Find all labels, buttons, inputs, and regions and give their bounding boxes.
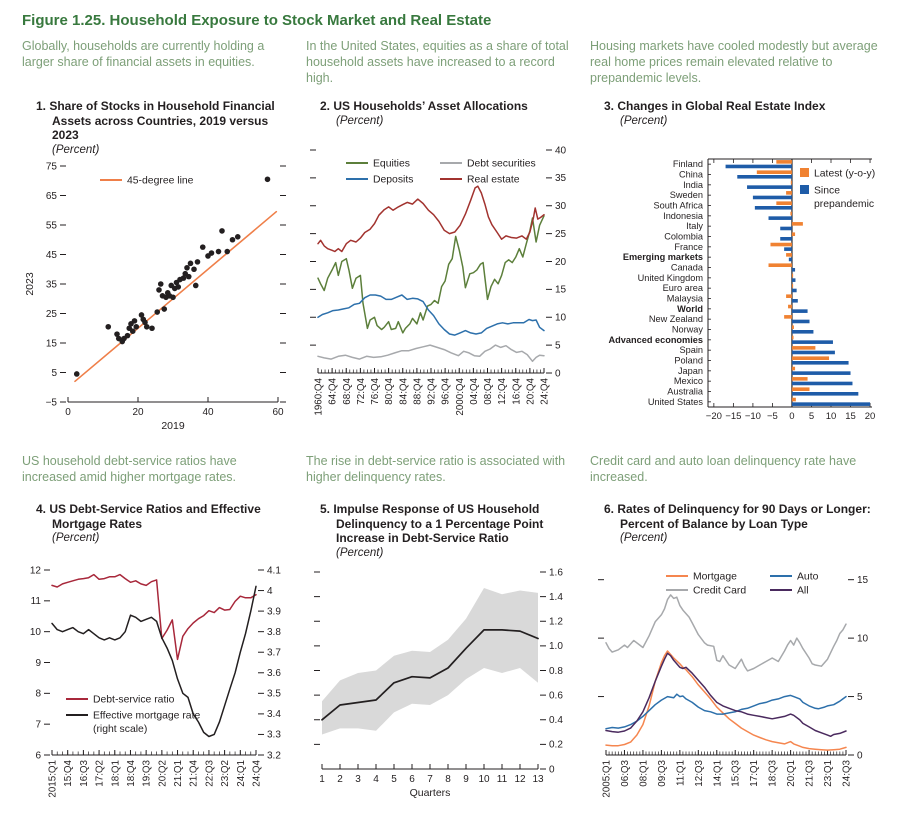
svg-text:08:Q1: 08:Q1 — [638, 759, 650, 787]
svg-text:3.6: 3.6 — [267, 667, 281, 679]
svg-text:15: 15 — [857, 574, 869, 586]
svg-text:7: 7 — [427, 773, 433, 785]
panel-2-heading — [306, 99, 578, 145]
panel-4-intro: US household debt-service ratios have increased amid higher mortgage rates. — [22, 453, 237, 484]
svg-text:22:Q3: 22:Q3 — [204, 759, 216, 787]
svg-text:20:Q4: 20:Q4 — [525, 378, 537, 405]
svg-text:24:Q1: 24:Q1 — [235, 759, 247, 787]
panel-1-section — [22, 39, 294, 446]
panel-3-subtitle: (Percent) — [620, 114, 668, 127]
svg-text:24:Q4: 24:Q4 — [251, 759, 263, 787]
svg-text:South Africa: South Africa — [653, 200, 703, 211]
panel-4-heading — [22, 502, 294, 562]
panel-3-intro: Housing markets have cooled modestly but average real home prices remain elevated relative to prepandemic levels. — [590, 39, 878, 85]
svg-text:21:Q1: 21:Q1 — [173, 759, 185, 787]
svg-text:35: 35 — [555, 173, 567, 185]
svg-text:16:Q3: 16:Q3 — [78, 759, 90, 787]
svg-text:0: 0 — [789, 411, 795, 422]
svg-text:New Zealand: New Zealand — [648, 314, 703, 325]
svg-text:11: 11 — [30, 596, 41, 608]
svg-text:45: 45 — [45, 249, 57, 261]
svg-text:5: 5 — [808, 411, 815, 422]
svg-text:09:Q3: 09:Q3 — [656, 759, 668, 787]
debt-service-chart-canvas — [22, 562, 294, 817]
svg-text:Australia: Australia — [667, 386, 703, 397]
svg-text:10: 10 — [555, 312, 567, 324]
svg-text:Italy: Italy — [686, 221, 703, 232]
svg-text:Real estate: Real estate — [467, 174, 520, 186]
svg-text:96:Q4: 96:Q4 — [440, 378, 452, 405]
svg-text:24:Q4: 24:Q4 — [539, 378, 551, 405]
svg-text:Auto: Auto — [797, 571, 819, 583]
svg-text:23:Q1: 23:Q1 — [823, 759, 835, 787]
svg-text:04:Q4: 04:Q4 — [468, 378, 480, 405]
panel-5-title: 5. Impulse Response of US Household Delinquency to a 1 Percentage Point Increase in Debt-Service Ratio — [320, 501, 544, 546]
svg-text:11: 11 — [496, 773, 508, 785]
panel-6-subtitle: (Percent) — [620, 532, 668, 545]
svg-text:Mexico: Mexico — [673, 376, 703, 387]
panel-5-subtitle: (Percent) — [336, 546, 384, 559]
panel-6-heading — [590, 502, 882, 562]
svg-text:72:Q4: 72:Q4 — [355, 378, 367, 405]
svg-text:0: 0 — [65, 406, 71, 418]
svg-text:prepandemic: prepandemic — [814, 199, 875, 210]
svg-text:0.6: 0.6 — [549, 690, 563, 702]
panel-3-title: 3. Changes in Global Real Estate Index — [604, 99, 826, 113]
svg-text:China: China — [678, 169, 703, 180]
panel-2-subtitle: (Percent) — [336, 114, 384, 127]
panel-grid — [22, 39, 882, 817]
svg-text:Quarters: Quarters — [409, 786, 451, 799]
svg-text:0.2: 0.2 — [549, 739, 563, 751]
svg-text:Effective mortgage rate: Effective mortgage rate — [93, 710, 201, 722]
delinquency-rates-chart-canvas — [590, 562, 882, 817]
svg-text:12:Q3: 12:Q3 — [693, 759, 705, 787]
svg-text:24:Q3: 24:Q3 — [841, 759, 853, 787]
svg-text:64:Q4: 64:Q4 — [327, 378, 339, 405]
svg-text:21:Q4: 21:Q4 — [188, 759, 200, 787]
svg-text:8: 8 — [445, 773, 451, 785]
svg-text:Credit Card: Credit Card — [693, 585, 747, 597]
svg-text:5: 5 — [857, 691, 863, 703]
panel-1-heading — [22, 99, 294, 156]
svg-text:80:Q4: 80:Q4 — [384, 378, 396, 405]
svg-text:20: 20 — [132, 406, 144, 418]
svg-text:10: 10 — [857, 633, 869, 645]
svg-text:6: 6 — [409, 773, 415, 785]
svg-text:−15: −15 — [725, 411, 742, 422]
svg-text:1960:Q4: 1960:Q4 — [313, 378, 325, 416]
svg-text:4.1: 4.1 — [267, 565, 281, 577]
svg-text:3.9: 3.9 — [267, 606, 281, 618]
svg-text:1: 1 — [319, 773, 325, 785]
svg-text:0: 0 — [549, 764, 555, 776]
asset-allocations-chart-canvas — [306, 145, 578, 435]
svg-text:76:Q4: 76:Q4 — [370, 378, 381, 405]
svg-text:88:Q4: 88:Q4 — [412, 378, 424, 405]
svg-text:18:Q4: 18:Q4 — [125, 759, 137, 787]
svg-text:(right scale): (right scale) — [93, 723, 148, 735]
svg-text:15:Q4: 15:Q4 — [63, 759, 75, 787]
svg-text:United States: United States — [647, 396, 703, 407]
svg-text:06:Q3: 06:Q3 — [619, 759, 631, 787]
svg-text:11:Q1: 11:Q1 — [675, 759, 687, 786]
panel-1-intro: Globally, households are currently holding a larger share of financial assets in equities. — [22, 39, 265, 69]
svg-text:16:Q4: 16:Q4 — [511, 378, 523, 405]
svg-text:19:Q3: 19:Q3 — [141, 759, 153, 787]
svg-text:20: 20 — [555, 256, 567, 268]
svg-text:18:Q3: 18:Q3 — [767, 759, 779, 787]
svg-text:1.4: 1.4 — [549, 591, 563, 603]
panel-1-subtitle: (Percent) — [52, 143, 100, 156]
svg-text:7: 7 — [35, 719, 41, 731]
svg-text:10: 10 — [478, 773, 490, 785]
svg-text:2015:Q1: 2015:Q1 — [47, 759, 59, 798]
svg-text:All: All — [797, 585, 809, 597]
svg-text:3.5: 3.5 — [267, 688, 281, 700]
svg-text:14:Q1: 14:Q1 — [712, 759, 724, 787]
scatter-chart-canvas — [22, 156, 294, 446]
svg-text:5: 5 — [391, 773, 397, 785]
svg-text:−10: −10 — [744, 411, 761, 422]
svg-text:Debt-service ratio: Debt-service ratio — [93, 694, 175, 706]
svg-text:Poland: Poland — [674, 355, 703, 366]
svg-text:5: 5 — [555, 340, 561, 352]
panel-1-title: 1. Share of Stocks in Household Financial Assets across Countries, 2019 versus 2023 — [36, 99, 275, 143]
svg-text:5: 5 — [51, 367, 57, 379]
svg-text:9: 9 — [35, 657, 41, 669]
svg-text:Spain: Spain — [679, 345, 703, 356]
svg-text:15:Q3: 15:Q3 — [730, 759, 742, 787]
svg-text:84:Q4: 84:Q4 — [398, 378, 410, 405]
svg-text:Finland: Finland — [672, 159, 703, 170]
svg-text:9: 9 — [463, 773, 469, 785]
svg-text:Debt securities: Debt securities — [467, 158, 536, 170]
svg-text:15: 15 — [555, 284, 567, 296]
svg-text:75: 75 — [45, 161, 57, 173]
svg-text:−5: −5 — [45, 397, 57, 409]
svg-text:35: 35 — [45, 279, 57, 291]
svg-text:1.0: 1.0 — [549, 641, 563, 653]
svg-text:Malaysia: Malaysia — [666, 293, 703, 304]
svg-text:15: 15 — [45, 338, 57, 350]
svg-text:0: 0 — [857, 750, 863, 762]
svg-text:21:Q3: 21:Q3 — [804, 759, 816, 787]
svg-text:55: 55 — [45, 220, 57, 232]
svg-text:Japan: Japan — [677, 365, 703, 376]
svg-text:12: 12 — [29, 565, 41, 577]
panel-4-subtitle: (Percent) — [52, 532, 100, 545]
impulse-response-chart-canvas — [306, 562, 578, 817]
svg-text:Sweden: Sweden — [669, 190, 703, 201]
svg-text:Colombia: Colombia — [664, 231, 703, 242]
svg-text:65: 65 — [45, 190, 57, 202]
svg-text:4: 4 — [267, 585, 273, 597]
svg-text:Mortgage: Mortgage — [693, 571, 737, 583]
svg-text:Since: Since — [814, 185, 840, 197]
svg-text:12:Q4: 12:Q4 — [497, 378, 509, 405]
svg-text:4: 4 — [373, 773, 379, 785]
figure-title: Figure 1.25. Household Exposure to Stock Market and Real Estate — [22, 12, 492, 29]
svg-text:17:Q1: 17:Q1 — [749, 759, 761, 787]
panel-4-section — [22, 454, 294, 817]
svg-text:3.3: 3.3 — [267, 729, 281, 741]
svg-text:15: 15 — [845, 411, 856, 422]
panel-2-title: 2. US Households’ Asset Allocations — [320, 99, 528, 113]
svg-text:10: 10 — [825, 411, 837, 422]
panel-5-section — [306, 454, 578, 817]
panel-5-heading — [306, 502, 578, 562]
svg-text:20:Q1: 20:Q1 — [786, 759, 798, 787]
svg-text:20:Q2: 20:Q2 — [157, 759, 169, 787]
svg-text:0.8: 0.8 — [549, 665, 563, 677]
svg-text:3.4: 3.4 — [267, 709, 281, 721]
svg-text:2: 2 — [337, 773, 343, 785]
svg-text:2000:Q4: 2000:Q4 — [454, 378, 466, 416]
svg-text:23:Q2: 23:Q2 — [220, 759, 232, 787]
svg-text:12: 12 — [514, 773, 526, 785]
svg-text:2005:Q1: 2005:Q1 — [601, 759, 613, 798]
svg-text:40: 40 — [202, 406, 214, 418]
svg-text:10: 10 — [29, 626, 41, 638]
svg-text:17:Q2: 17:Q2 — [94, 759, 106, 787]
panel-4-title: 4. US Debt-Service Ratios and Effective Mortgage Rates — [36, 501, 261, 531]
svg-text:6: 6 — [35, 750, 41, 762]
svg-text:Advanced economies: Advanced economies — [608, 334, 703, 345]
svg-text:92:Q4: 92:Q4 — [426, 378, 438, 405]
svg-text:Emerging markets: Emerging markets — [622, 252, 703, 263]
svg-text:France: France — [674, 241, 703, 252]
svg-text:18:Q1: 18:Q1 — [110, 759, 122, 787]
svg-text:Latest (y-o-y): Latest (y-o-y) — [814, 168, 876, 180]
svg-text:World: World — [677, 303, 703, 314]
svg-text:Equities: Equities — [373, 158, 410, 170]
svg-text:1.6: 1.6 — [549, 567, 563, 579]
svg-text:United Kingdom: United Kingdom — [637, 272, 703, 283]
svg-text:0: 0 — [555, 368, 561, 380]
panel-6-intro: Credit card and auto loan delinquency rate have increased. — [590, 453, 857, 484]
svg-text:Norway: Norway — [671, 324, 703, 335]
svg-text:30: 30 — [555, 201, 567, 213]
svg-text:8: 8 — [35, 688, 41, 700]
real-estate-index-bar-chart-canvas — [590, 145, 882, 435]
panel-6-section — [590, 454, 882, 817]
svg-text:1.2: 1.2 — [549, 616, 563, 628]
svg-text:40: 40 — [555, 145, 567, 157]
panel-3-heading — [590, 99, 882, 145]
svg-text:3.7: 3.7 — [267, 647, 281, 659]
svg-text:India: India — [683, 179, 703, 190]
panel-2-intro: In the United States, equities as a share of total household assets have increased to a record high. — [306, 39, 569, 85]
svg-text:2019: 2019 — [161, 419, 185, 432]
svg-text:08:Q4: 08:Q4 — [483, 378, 494, 405]
svg-text:Canada: Canada — [670, 262, 703, 273]
svg-text:20: 20 — [864, 411, 876, 422]
svg-text:25: 25 — [45, 308, 57, 320]
svg-text:2023: 2023 — [24, 272, 36, 296]
panel-3-section — [590, 39, 882, 446]
svg-text:3: 3 — [355, 773, 361, 785]
panel-6-title: 6. Rates of Delinquency for 90 Days or Longer: Percent of Balance by Loan Type — [604, 501, 871, 531]
panel-2-section — [306, 39, 578, 446]
svg-text:68:Q4: 68:Q4 — [341, 378, 353, 405]
svg-text:0.4: 0.4 — [549, 714, 563, 726]
svg-text:45-degree line: 45-degree line — [127, 175, 194, 187]
panel-5-intro: The rise in debt-service ratio is associated with higher delinquency rates. — [306, 453, 566, 484]
svg-text:Euro area: Euro area — [662, 283, 703, 294]
svg-text:−20: −20 — [705, 411, 722, 422]
svg-text:Deposits: Deposits — [373, 174, 414, 186]
svg-text:3.2: 3.2 — [267, 750, 281, 762]
svg-text:Indonesia: Indonesia — [663, 210, 703, 221]
svg-text:−5: −5 — [767, 411, 778, 422]
svg-text:13: 13 — [532, 773, 544, 785]
svg-text:3.8: 3.8 — [267, 626, 281, 638]
svg-text:25: 25 — [555, 228, 567, 240]
svg-text:60: 60 — [272, 406, 284, 418]
